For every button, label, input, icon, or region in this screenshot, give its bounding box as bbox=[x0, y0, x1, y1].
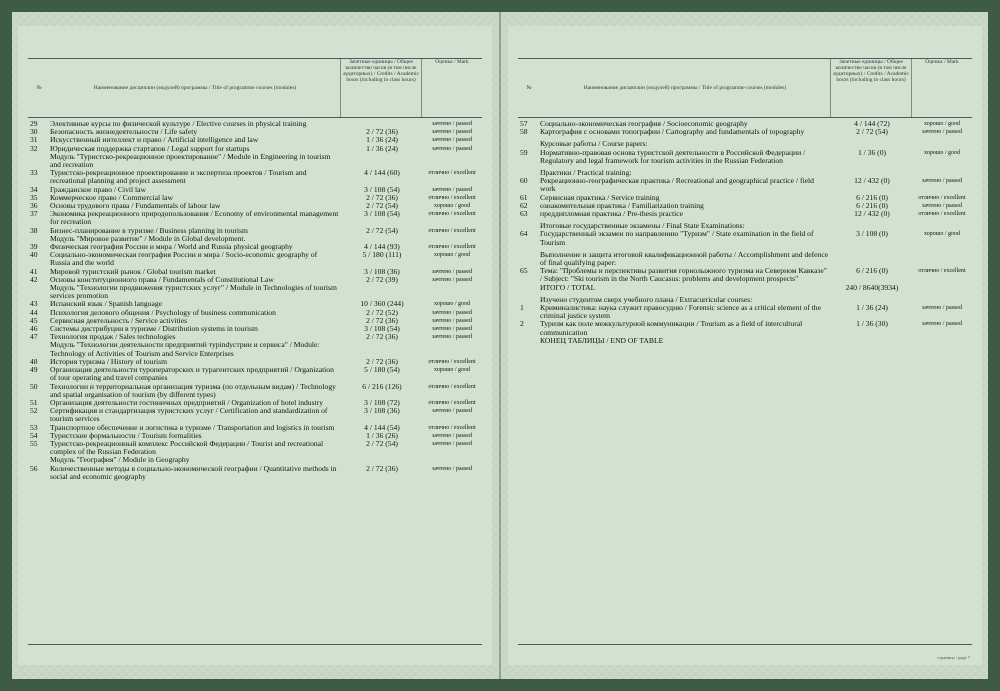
row-number: 42 bbox=[30, 274, 38, 284]
table-row bbox=[518, 210, 972, 218]
table-row bbox=[28, 465, 482, 481]
course-name: Искусственный интеллект и право / Artificial intelligence and law bbox=[50, 135, 259, 145]
table-row bbox=[28, 153, 482, 169]
row-number: 58 bbox=[520, 127, 528, 137]
course-mark: зачтено / passed bbox=[432, 309, 472, 316]
row-number: 48 bbox=[30, 356, 38, 366]
course-mark: отлично / excellent bbox=[428, 358, 476, 365]
course-name: Испанский язык / Spanish language bbox=[50, 299, 162, 309]
course-mark: зачтено / passed bbox=[432, 465, 472, 472]
course-name: Выполнение и защита итоговой квалификационной работы / Accomplishment and defence of final qualifying paper: bbox=[540, 249, 829, 268]
course-mark: хорошо / good bbox=[433, 301, 471, 308]
right-table-body bbox=[518, 120, 972, 645]
row-number: 32 bbox=[30, 143, 38, 153]
row-number: 29 bbox=[30, 120, 38, 128]
header-name: Наименование дисциплин (модулей) программы / Title of programme courses (modules) bbox=[93, 85, 297, 91]
course-name: Рекреационно-географическая практика / Recreational and geographical practice / field work bbox=[540, 176, 814, 194]
row-number: 49 bbox=[30, 365, 38, 375]
course-mark: отлично / excellent bbox=[428, 399, 476, 406]
course-name: Модуль "Технологии продвижения туристских услуг" / Module in Technologies of tourism services promotion bbox=[50, 283, 337, 301]
course-mark: зачтено / passed bbox=[432, 408, 472, 415]
row-number: 62 bbox=[520, 200, 528, 210]
course-credits: 1 / 36 (24) bbox=[366, 143, 398, 153]
row-number: 39 bbox=[30, 242, 38, 252]
row-number: 46 bbox=[30, 324, 38, 334]
course-name: Экономика рекреационного природопользования / Economy of environmental management for recreation bbox=[50, 209, 339, 227]
course-name: Практики / Practical training: bbox=[540, 168, 632, 178]
course-name: Организация деятельности туроператорских и турагентских предприятий / Organization of tour operating and travel companies bbox=[50, 365, 334, 383]
table-row bbox=[518, 304, 972, 320]
course-credits bbox=[342, 341, 422, 357]
course-credits: 4 / 144 (54) bbox=[364, 422, 400, 432]
row-number: 35 bbox=[30, 192, 38, 202]
course-credits: 3 / 108 (0) bbox=[856, 229, 888, 239]
course-mark: зачтено / passed bbox=[432, 268, 472, 275]
table-row bbox=[518, 177, 972, 193]
row-number: 65 bbox=[520, 266, 528, 276]
row-number: 31 bbox=[30, 135, 38, 145]
row-number: 60 bbox=[520, 176, 528, 186]
course-credits: 5 / 180 (54) bbox=[364, 365, 400, 375]
row-number: 44 bbox=[30, 307, 38, 317]
header-mark: Оценка / Mark bbox=[911, 59, 972, 117]
course-name: Коммерческое право / Commercial law bbox=[50, 192, 174, 202]
course-mark: зачтено / passed bbox=[432, 317, 472, 324]
course-name: Изучено студентом сверх учебного плана / Extracurricular courses: bbox=[540, 294, 753, 304]
course-credits: 2 / 72 (54) bbox=[856, 127, 888, 137]
course-mark: зачтено / passed bbox=[432, 276, 472, 283]
course-mark: отлично / excellent bbox=[918, 194, 966, 201]
course-credits: 3 / 108 (54) bbox=[364, 184, 400, 194]
course-mark: зачтено / passed bbox=[432, 129, 472, 136]
course-mark: отлично / excellent bbox=[428, 424, 476, 431]
course-credits: 2 / 72 (39) bbox=[366, 274, 398, 284]
course-credits: 3 / 108 (54) bbox=[364, 209, 400, 219]
course-mark: зачтено / passed bbox=[922, 129, 962, 136]
course-name: Криминалистика: наука служит правосудию / Forensic science as a critical element of the criminal justice system bbox=[540, 303, 821, 321]
row-number bbox=[28, 341, 50, 357]
header-number: № bbox=[36, 85, 42, 91]
course-name: История туризма / History of tourism bbox=[50, 356, 168, 366]
course-name: Психология делового общения / Psychology of business communication bbox=[50, 307, 276, 317]
course-mark: зачтено / passed bbox=[922, 321, 962, 328]
row-number: 47 bbox=[30, 332, 38, 342]
row-number: 43 bbox=[30, 299, 38, 309]
course-mark: зачтено / passed bbox=[432, 326, 472, 333]
page-footer: страница / page 7 bbox=[937, 655, 970, 660]
course-name: Итоговые государственные экзамены / Final State Examinations: bbox=[540, 221, 745, 231]
course-name: Юридическая поддержка стартапов / Legal support for startups bbox=[50, 143, 250, 153]
course-mark: отлично / excellent bbox=[428, 383, 476, 390]
course-credits: 6 / 216 (0) bbox=[856, 200, 888, 210]
course-name: Туристско-рекреационный комплекс Российской Федерации / Tourist and recreational complex of the Russian Federation bbox=[50, 438, 324, 457]
course-name: Социально-экономическая география / Socioeconomic geography bbox=[540, 120, 748, 128]
course-credits: 2 / 72 (54) bbox=[366, 201, 398, 211]
row-number: 59 bbox=[520, 147, 528, 157]
course-mark: зачтено / passed bbox=[432, 121, 472, 127]
course-credits bbox=[832, 337, 912, 345]
course-name: Технология продаж / Sales technologies bbox=[50, 332, 176, 342]
table-row bbox=[28, 341, 482, 357]
course-credits: 2 / 72 (36) bbox=[366, 463, 398, 473]
row-number bbox=[28, 284, 50, 300]
table-row bbox=[518, 267, 972, 283]
course-mark: отлично / excellent bbox=[918, 211, 966, 218]
table-row bbox=[28, 366, 482, 382]
course-name: Основы трудового права / Fundamentals of labour law bbox=[50, 201, 221, 211]
course-name: Туристские формальности / Tourism formalities bbox=[50, 430, 202, 440]
row-number: 41 bbox=[30, 266, 38, 276]
course-mark: отлично / excellent bbox=[428, 244, 476, 251]
table-row bbox=[518, 149, 972, 165]
course-mark: хорошо / good bbox=[433, 203, 471, 210]
row-number: 33 bbox=[30, 168, 38, 178]
right-page bbox=[508, 26, 982, 665]
table-row bbox=[518, 251, 972, 267]
course-mark bbox=[422, 341, 482, 357]
course-mark: зачтено / passed bbox=[922, 202, 962, 209]
row-number: 38 bbox=[30, 225, 38, 235]
page-fold bbox=[499, 12, 501, 679]
course-mark: отлично / excellent bbox=[918, 268, 966, 275]
course-credits: 2 / 72 (36) bbox=[366, 315, 398, 325]
course-credits: 12 / 432 (0) bbox=[854, 176, 890, 186]
course-mark bbox=[912, 140, 972, 148]
course-mark: хорошо / good bbox=[923, 121, 961, 127]
row-number: 34 bbox=[30, 184, 38, 194]
course-name: Тема: "Проблемы и перспективы развития горнолыжного туризма на Северном Кавказе" / Subject: "Ski tourism in the North Caucasus: problems and development prospects" bbox=[540, 266, 827, 284]
course-mark bbox=[912, 251, 972, 267]
course-name: Мировой туристский рынок / Global tourism market bbox=[50, 266, 216, 276]
course-name: Модуль "География" / Module in Geography bbox=[50, 455, 190, 465]
table-row bbox=[28, 210, 482, 226]
course-mark: зачтено / passed bbox=[432, 186, 472, 193]
row-number: 56 bbox=[30, 463, 38, 473]
course-credits: 2 / 72 (36) bbox=[366, 356, 398, 366]
row-number: 40 bbox=[30, 250, 38, 260]
course-name: ИТОГО / TOTAL bbox=[540, 282, 596, 292]
course-mark bbox=[912, 284, 972, 292]
course-name: Сервисная практика / Service training bbox=[540, 192, 660, 202]
course-credits: 4 / 144 (93) bbox=[364, 242, 400, 252]
course-mark: зачтено / passed bbox=[432, 145, 472, 152]
course-name: Основы конституционного права / Fundamentals of Constitutional Law bbox=[50, 274, 274, 284]
header-credits: Зачетные единицы / Общее количество часов (в том числе аудиторных) / Credits / Academic hours (including in class hours) bbox=[830, 59, 911, 117]
course-credits: 2 / 72 (36) bbox=[366, 127, 398, 137]
table-row bbox=[28, 251, 482, 267]
course-name: Картография с основами топографии / Cartography and fundamentals of topography bbox=[540, 127, 805, 137]
course-credits bbox=[832, 251, 912, 267]
course-mark: зачтено / passed bbox=[432, 440, 472, 447]
course-credits: 6 / 216 (0) bbox=[856, 266, 888, 276]
course-mark bbox=[422, 456, 482, 464]
course-credits: 5 / 180 (111) bbox=[362, 250, 402, 260]
course-mark: хорошо / good bbox=[433, 252, 471, 259]
course-name: Элективные курсы по физической культуре / Elective courses in physical training bbox=[50, 120, 307, 128]
course-credits: 3 / 108 (36) bbox=[364, 266, 400, 276]
row-number: 55 bbox=[30, 438, 38, 448]
course-name: Модуль "Мировое развитие" / Module in Global development. bbox=[50, 233, 246, 243]
row-number: 51 bbox=[30, 397, 38, 407]
course-credits: 1 / 36 (30) bbox=[856, 319, 888, 329]
course-credits: 2 / 72 (54) bbox=[366, 438, 398, 448]
row-number: 36 bbox=[30, 201, 38, 211]
course-credits: 6 / 216 (126) bbox=[362, 381, 402, 391]
course-credits: 4 / 144 (72) bbox=[854, 120, 890, 128]
course-credits: 3 / 108 (72) bbox=[364, 397, 400, 407]
course-mark: хорошо / good bbox=[923, 231, 961, 238]
course-mark: отлично / excellent bbox=[428, 170, 476, 177]
course-credits: 3 / 108 (54) bbox=[364, 324, 400, 334]
course-mark: зачтено / passed bbox=[922, 305, 962, 312]
table-row bbox=[518, 337, 972, 345]
course-mark bbox=[422, 284, 482, 300]
course-name: Модуль "Технологии деятельности предприятий турindустрии и сервиса" / Module: Technology of Activities of Tourism and Service Enterprises bbox=[50, 340, 320, 358]
course-credits: 2 / 72 (54) bbox=[366, 225, 398, 235]
course-mark: зачтено / passed bbox=[922, 178, 962, 185]
header-mark: Оценка / Mark bbox=[421, 59, 482, 117]
course-name: Технологии и территориальная организация туризма (по отдельным видам) / Technology and spatial organisation of tourism (by different types) bbox=[50, 381, 336, 399]
course-credits: 240 / 8640(3934) bbox=[845, 282, 899, 292]
course-name: Модуль "Туристско-рекреационное проектирование" / Module in Engineering in tourism and recreation bbox=[50, 151, 331, 170]
course-name: КОНЕЦ ТАБЛИЦЫ / END OF TABLE bbox=[540, 335, 664, 345]
table-row bbox=[518, 320, 972, 336]
course-credits: 6 / 216 (0) bbox=[856, 192, 888, 202]
left-table-body bbox=[28, 120, 482, 645]
course-credits: 2 / 72 (36) bbox=[366, 332, 398, 342]
course-name: Гражданское право / Civil law bbox=[50, 184, 146, 194]
course-mark bbox=[422, 153, 482, 169]
course-name: Сервисная деятельность / Service activities bbox=[50, 315, 188, 325]
row-number: 1 bbox=[520, 303, 524, 313]
table-row bbox=[28, 440, 482, 456]
row-number bbox=[518, 251, 540, 267]
course-credits: 12 / 432 (0) bbox=[854, 209, 890, 219]
table-row bbox=[28, 284, 482, 300]
course-credits: 1 / 36 (24) bbox=[366, 135, 398, 145]
header-credits: Зачетные единицы / Общее количество часов (в том числе аудиторных) / Credits / Academic hours (including in class hours) bbox=[340, 59, 421, 117]
course-mark: отлично / excellent bbox=[428, 227, 476, 234]
course-credits bbox=[342, 284, 422, 300]
row-number: 53 bbox=[30, 422, 38, 432]
course-credits: 10 / 360 (244) bbox=[360, 299, 404, 309]
course-name: Курсовые работы / Course papers: bbox=[540, 139, 648, 149]
course-mark: хорошо / good bbox=[923, 149, 961, 156]
course-name: Сертификация и стандартизация туристских услуг / Certification and standardization of tourism services bbox=[50, 406, 328, 424]
course-credits: 4 / 144 (60) bbox=[364, 168, 400, 178]
table-row bbox=[28, 169, 482, 185]
table-row bbox=[518, 284, 972, 292]
table-row bbox=[518, 128, 972, 136]
table-row bbox=[518, 230, 972, 246]
table-row bbox=[28, 407, 482, 423]
course-mark: отлично / excellent bbox=[428, 211, 476, 218]
row-number: 37 bbox=[30, 209, 38, 219]
row-number: 30 bbox=[30, 127, 38, 137]
course-name: Социально-экономическая география России и мира / Socio-economic geography of Russia and the world bbox=[50, 250, 318, 268]
course-name: Бизнес-планирование в туризме / Business planning in tourism bbox=[50, 225, 248, 235]
course-mark bbox=[912, 222, 972, 230]
header-name: Наименование дисциплин (модулей) программы / Title of programme courses (modules) bbox=[583, 85, 787, 91]
course-mark: зачтено / passed bbox=[432, 137, 472, 144]
course-mark bbox=[912, 337, 972, 345]
table-row bbox=[28, 383, 482, 399]
course-name: Нормативно-правовая основа туристской деятельности в Российской Федерации / Regulatory and legal framework for tourism activities in the Russian Federation bbox=[540, 147, 806, 165]
row-number: 2 bbox=[520, 319, 524, 329]
row-number: 52 bbox=[30, 406, 38, 416]
course-name: Физическая география России и мира / World and Russia physical geography bbox=[50, 242, 293, 252]
row-number bbox=[28, 153, 50, 169]
course-name: ознакомительная практика / Familiarization training bbox=[540, 200, 704, 210]
course-mark: хорошо / good bbox=[433, 367, 471, 374]
row-number bbox=[518, 337, 540, 345]
row-number: 50 bbox=[30, 381, 38, 391]
course-name: Организация деятельности гостиничных предприятий / Organization of hotel industry bbox=[50, 397, 323, 407]
course-credits bbox=[342, 153, 422, 169]
row-number: 61 bbox=[520, 192, 528, 202]
row-number bbox=[518, 284, 540, 292]
course-mark bbox=[422, 235, 482, 243]
left-page bbox=[18, 26, 492, 665]
course-credits: 2 / 72 (52) bbox=[366, 307, 398, 317]
course-name: Транспортное обеспечение и логистика в туризме / Transportation and logistics in tourism bbox=[50, 422, 335, 432]
course-name: Государственный экзамен по направлению "Туризм" / State examination in the field of Tourism bbox=[540, 229, 814, 247]
course-name: Количественные методы в социально-экономической географии / Quantitative methods in social and economic geography bbox=[50, 463, 337, 481]
course-mark: отлично / excellent bbox=[428, 194, 476, 201]
course-name: Туристско-рекреационное проектирование и экспертиза проектов / Tourism and recreational planning and project assessment bbox=[50, 168, 307, 186]
course-credits: 1 / 36 (26) bbox=[366, 430, 398, 440]
course-mark bbox=[912, 296, 972, 304]
row-number: 54 bbox=[30, 430, 38, 440]
course-name: преддипломная практика / Pre-thesis practice bbox=[540, 209, 683, 219]
course-credits: 3 / 108 (36) bbox=[364, 406, 400, 416]
course-name: Туризм как поле межкультурной коммуникации / Tourism as a field of intercultural communication bbox=[540, 319, 803, 337]
course-name: Безопасность жизнедеятельности / Life safety bbox=[50, 127, 198, 137]
row-number: 57 bbox=[520, 120, 528, 128]
row-number: 63 bbox=[520, 209, 528, 219]
row-number: 64 bbox=[520, 229, 528, 239]
course-mark: зачтено / passed bbox=[432, 432, 472, 439]
row-number: 45 bbox=[30, 315, 38, 325]
header-number: № bbox=[526, 85, 532, 91]
course-credits: 1 / 36 (24) bbox=[856, 303, 888, 313]
course-mark bbox=[912, 169, 972, 177]
course-mark: зачтено / passed bbox=[432, 334, 472, 341]
left-table-header bbox=[28, 58, 482, 118]
course-credits: 1 / 36 (0) bbox=[857, 147, 887, 157]
course-name: Системы дистрибуции в туризме / Distribution systems in tourism bbox=[50, 324, 258, 334]
right-table-header bbox=[518, 58, 972, 118]
course-credits: 2 / 72 (36) bbox=[366, 192, 398, 202]
